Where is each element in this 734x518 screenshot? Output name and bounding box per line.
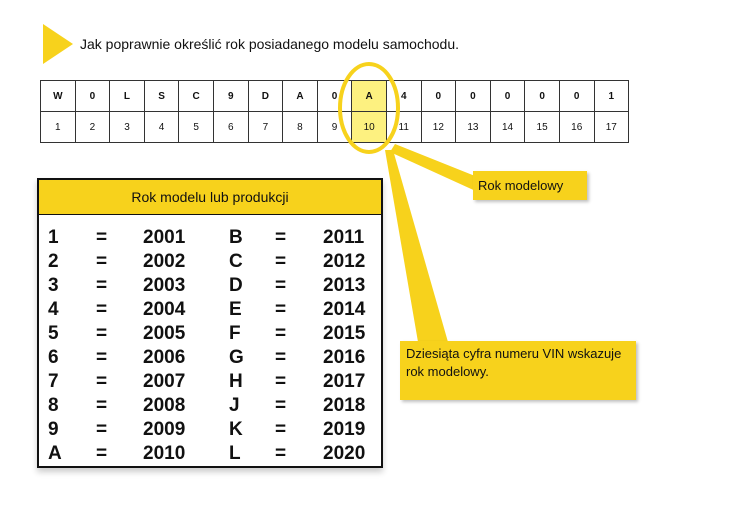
year-value-right: 2014	[323, 299, 366, 320]
vin-char-cell: 0	[525, 81, 560, 112]
year-code-left: 6	[48, 347, 59, 368]
vin-position-cell: 17	[594, 112, 629, 143]
vin-position-cell: 9	[317, 112, 352, 143]
vin-position-cell: 13	[456, 112, 491, 143]
equals-sign: =	[96, 275, 108, 296]
vin-char-cell: C	[179, 81, 214, 112]
callout-pointer-rok-modelowy	[390, 144, 480, 193]
equals-sign: =	[275, 251, 287, 272]
year-code-left: 2	[48, 251, 59, 272]
year-code-left: 9	[48, 419, 59, 440]
highlight-circle	[340, 64, 398, 152]
vin-position-cell: 10	[352, 112, 387, 143]
vin-position-cell: 6	[213, 112, 248, 143]
vin-char-cell: 0	[317, 81, 352, 112]
year-table-row	[39, 345, 381, 369]
vin-char-cell: S	[144, 81, 179, 112]
equals-sign: =	[275, 275, 287, 296]
year-value-right: 2017	[323, 371, 366, 392]
equals-sign: =	[275, 323, 287, 344]
vin-char-cell: 9	[213, 81, 248, 112]
year-code-left: 4	[48, 299, 59, 320]
vin-char-cell: 0	[490, 81, 525, 112]
dziesiata-cyfra-label: Dziesiąta cyfra numeru VIN wskazuje rok modelowy.	[400, 341, 636, 400]
equals-sign: =	[96, 347, 108, 368]
year-value-right: 2016	[323, 347, 366, 368]
vin-position-cell: 4	[144, 112, 179, 143]
year-table-rows	[39, 215, 381, 465]
year-table-row	[39, 297, 381, 321]
equals-sign: =	[275, 443, 287, 464]
vin-position-cell: 7	[248, 112, 283, 143]
year-table-row	[39, 225, 381, 249]
year-code-right: B	[229, 227, 243, 248]
year-code-right: K	[229, 419, 243, 440]
vin-char-cell: 0	[421, 81, 456, 112]
vin-char-cell: L	[110, 81, 145, 112]
year-code-right: G	[229, 347, 244, 368]
year-code-right: L	[229, 443, 241, 464]
year-code-left: 1	[48, 227, 59, 248]
year-value-right: 2020	[323, 443, 366, 464]
year-code-right: H	[229, 371, 243, 392]
vin-char-cell: A	[283, 81, 318, 112]
year-table-title: Rok modelu lub produkcji	[39, 180, 381, 215]
vin-position-cell: 16	[559, 112, 594, 143]
year-code-left: A	[48, 443, 62, 464]
year-table-row	[39, 369, 381, 393]
vin-position-cell: 11	[386, 112, 421, 143]
year-code-left: 7	[48, 371, 59, 392]
vin-position-cell: 12	[421, 112, 456, 143]
year-value-left: 2008	[143, 395, 186, 416]
year-code-right: J	[229, 395, 240, 416]
equals-sign: =	[96, 371, 108, 392]
year-code-left: 8	[48, 395, 59, 416]
year-table-row	[39, 417, 381, 441]
equals-sign: =	[96, 299, 108, 320]
vin-char-cell: W	[41, 81, 76, 112]
year-code-right: F	[229, 323, 241, 344]
year-value-right: 2019	[323, 419, 366, 440]
year-value-left: 2001	[143, 227, 186, 248]
year-value-right: 2018	[323, 395, 366, 416]
vin-position-cell: 2	[75, 112, 110, 143]
vin-char-cell: 1	[594, 81, 629, 112]
year-table-row	[39, 321, 381, 345]
equals-sign: =	[96, 443, 108, 464]
year-value-right: 2011	[323, 227, 365, 248]
year-code-right: C	[229, 251, 243, 272]
year-value-left: 2005	[143, 323, 186, 344]
equals-sign: =	[96, 419, 108, 440]
equals-sign: =	[275, 347, 287, 368]
year-code-right: E	[229, 299, 242, 320]
vin-position-cell: 3	[110, 112, 145, 143]
vin-position-cell: 1	[41, 112, 76, 143]
equals-sign: =	[96, 323, 108, 344]
vin-char-cell: D	[248, 81, 283, 112]
equals-sign: =	[96, 251, 108, 272]
year-value-left: 2007	[143, 371, 186, 392]
year-table-row	[39, 273, 381, 297]
equals-sign: =	[96, 395, 108, 416]
vin-char-cell: A	[352, 81, 387, 112]
vin-position-cell: 14	[490, 112, 525, 143]
vin-char-cell: 4	[386, 81, 421, 112]
vin-position-cell: 8	[283, 112, 318, 143]
year-value-left: 2010	[143, 443, 186, 464]
year-value-left: 2004	[143, 299, 186, 320]
year-code-left: 3	[48, 275, 59, 296]
vin-char-cell: 0	[559, 81, 594, 112]
year-table	[37, 178, 383, 468]
equals-sign: =	[96, 227, 108, 248]
equals-sign: =	[275, 371, 287, 392]
year-value-right: 2012	[323, 251, 366, 272]
equals-sign: =	[275, 227, 287, 248]
vin-position-cell: 5	[179, 112, 214, 143]
year-code-left: 5	[48, 323, 59, 344]
year-table-row	[39, 393, 381, 417]
year-table-row	[39, 441, 381, 465]
year-code-right: D	[229, 275, 243, 296]
vin-char-cell: 0	[456, 81, 491, 112]
vin-char-cell: 0	[75, 81, 110, 112]
equals-sign: =	[275, 419, 287, 440]
equals-sign: =	[275, 395, 287, 416]
year-value-left: 2009	[143, 419, 186, 440]
year-value-right: 2013	[323, 275, 366, 296]
page-heading: Jak poprawnie określić rok posiadanego modelu samochodu.	[80, 36, 459, 52]
callout-pointer-dziesiata	[385, 150, 448, 342]
year-value-right: 2015	[323, 323, 366, 344]
rok-modelowy-label: Rok modelowy	[473, 171, 587, 200]
equals-sign: =	[275, 299, 287, 320]
year-table-row	[39, 249, 381, 273]
year-value-left: 2006	[143, 347, 186, 368]
year-value-left: 2003	[143, 275, 186, 296]
vin-position-cell: 15	[525, 112, 560, 143]
year-value-left: 2002	[143, 251, 186, 272]
